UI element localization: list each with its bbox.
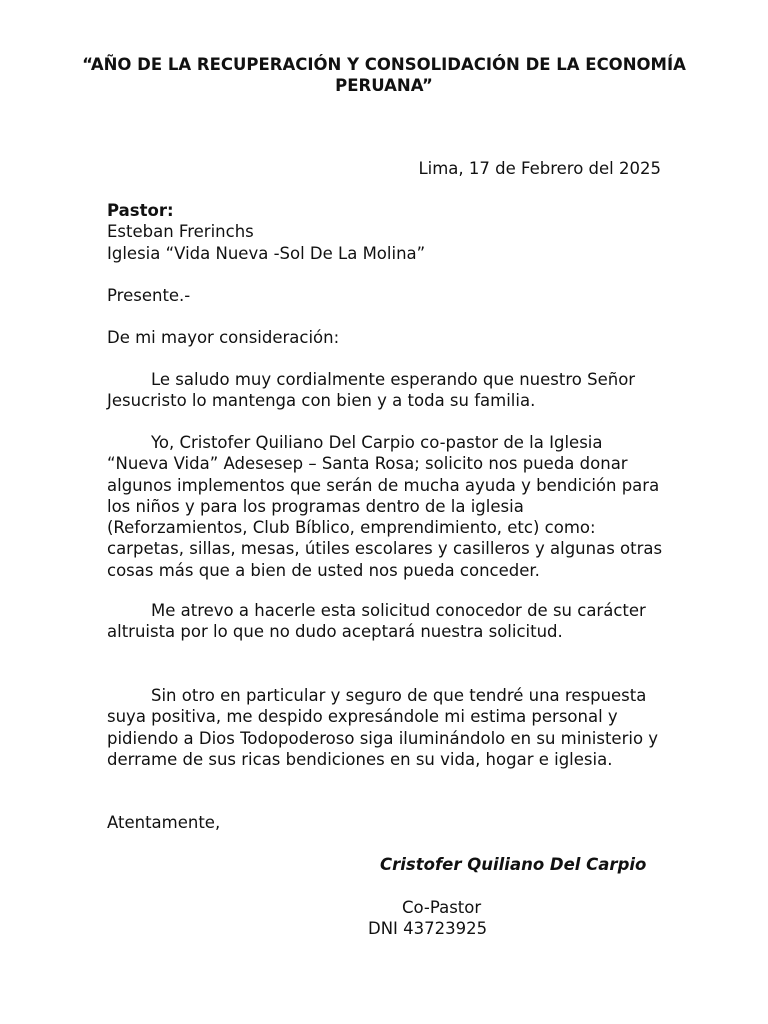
salutation-line: De mi mayor consideración:: [107, 328, 340, 347]
body-paragraph: Le saludo muy cordialmente esperando que nuestro Señor Jesucristo lo mantenga con bien y a toda su familia.: [107, 370, 636, 411]
recipient-title: Pastor:: [107, 201, 174, 220]
closing-line: Atentamente,: [107, 813, 221, 832]
date-line: Lima, 17 de Febrero del 2025: [418, 159, 661, 178]
paragraph-block-2: [107, 432, 667, 581]
recipient-block: [107, 200, 667, 264]
paragraph-block-4: [107, 685, 667, 770]
letter-heading: “AÑO DE LA RECUPERACIÓN Y CONSOLIDACIÓN DE LA ECONOMÍA PERUANA”: [82, 55, 686, 95]
paragraph-block-1: [107, 369, 667, 412]
recipient-name: Esteban Frerinchs: [107, 222, 254, 242]
body-paragraph: Me atrevo a hacerle esta solicitud conocedor de su carácter altruista por lo que no dudo aceptará nuestra solicitud.: [107, 601, 646, 642]
recipient-church: Iglesia “Vida Nueva -Sol De La Molina”: [107, 243, 426, 263]
signature-name: Cristofer Quiliano Del Carpio: [380, 855, 647, 874]
signature-role: Co-Pastor: [402, 898, 482, 917]
signature-name-block: [107, 853, 667, 876]
paragraph-block-3: [107, 600, 667, 643]
presente-line: Presente.-: [107, 286, 191, 305]
body-paragraph: Sin otro en particular y seguro de que tendré una respuesta suya positiva, me despido expresándole mi estima personal y pidiendo a Dios Todopoderoso siga iluminándolo en su ministerio y derrame de sus ricas bendiciones en su vida, hogar e iglesia.: [107, 686, 659, 769]
body-paragraph: Yo, Cristofer Quiliano Del Carpio co-pastor de la Iglesia “Nueva Vida” Adesesep – Santa Rosa; solicito nos pueda donar algunos implementos que serán de mucha ayuda y bendición para los niños y para los programas dentro de la iglesia (Reforzamientos, Club Bíblico, emprendimiento, etc) como: carpetas, sillas, mesas, útiles escolares y casilleros y algunas otras cosas más que a bien de usted nos pueda conceder.: [107, 433, 663, 580]
signature-dni: DNI 43723925: [368, 919, 488, 938]
